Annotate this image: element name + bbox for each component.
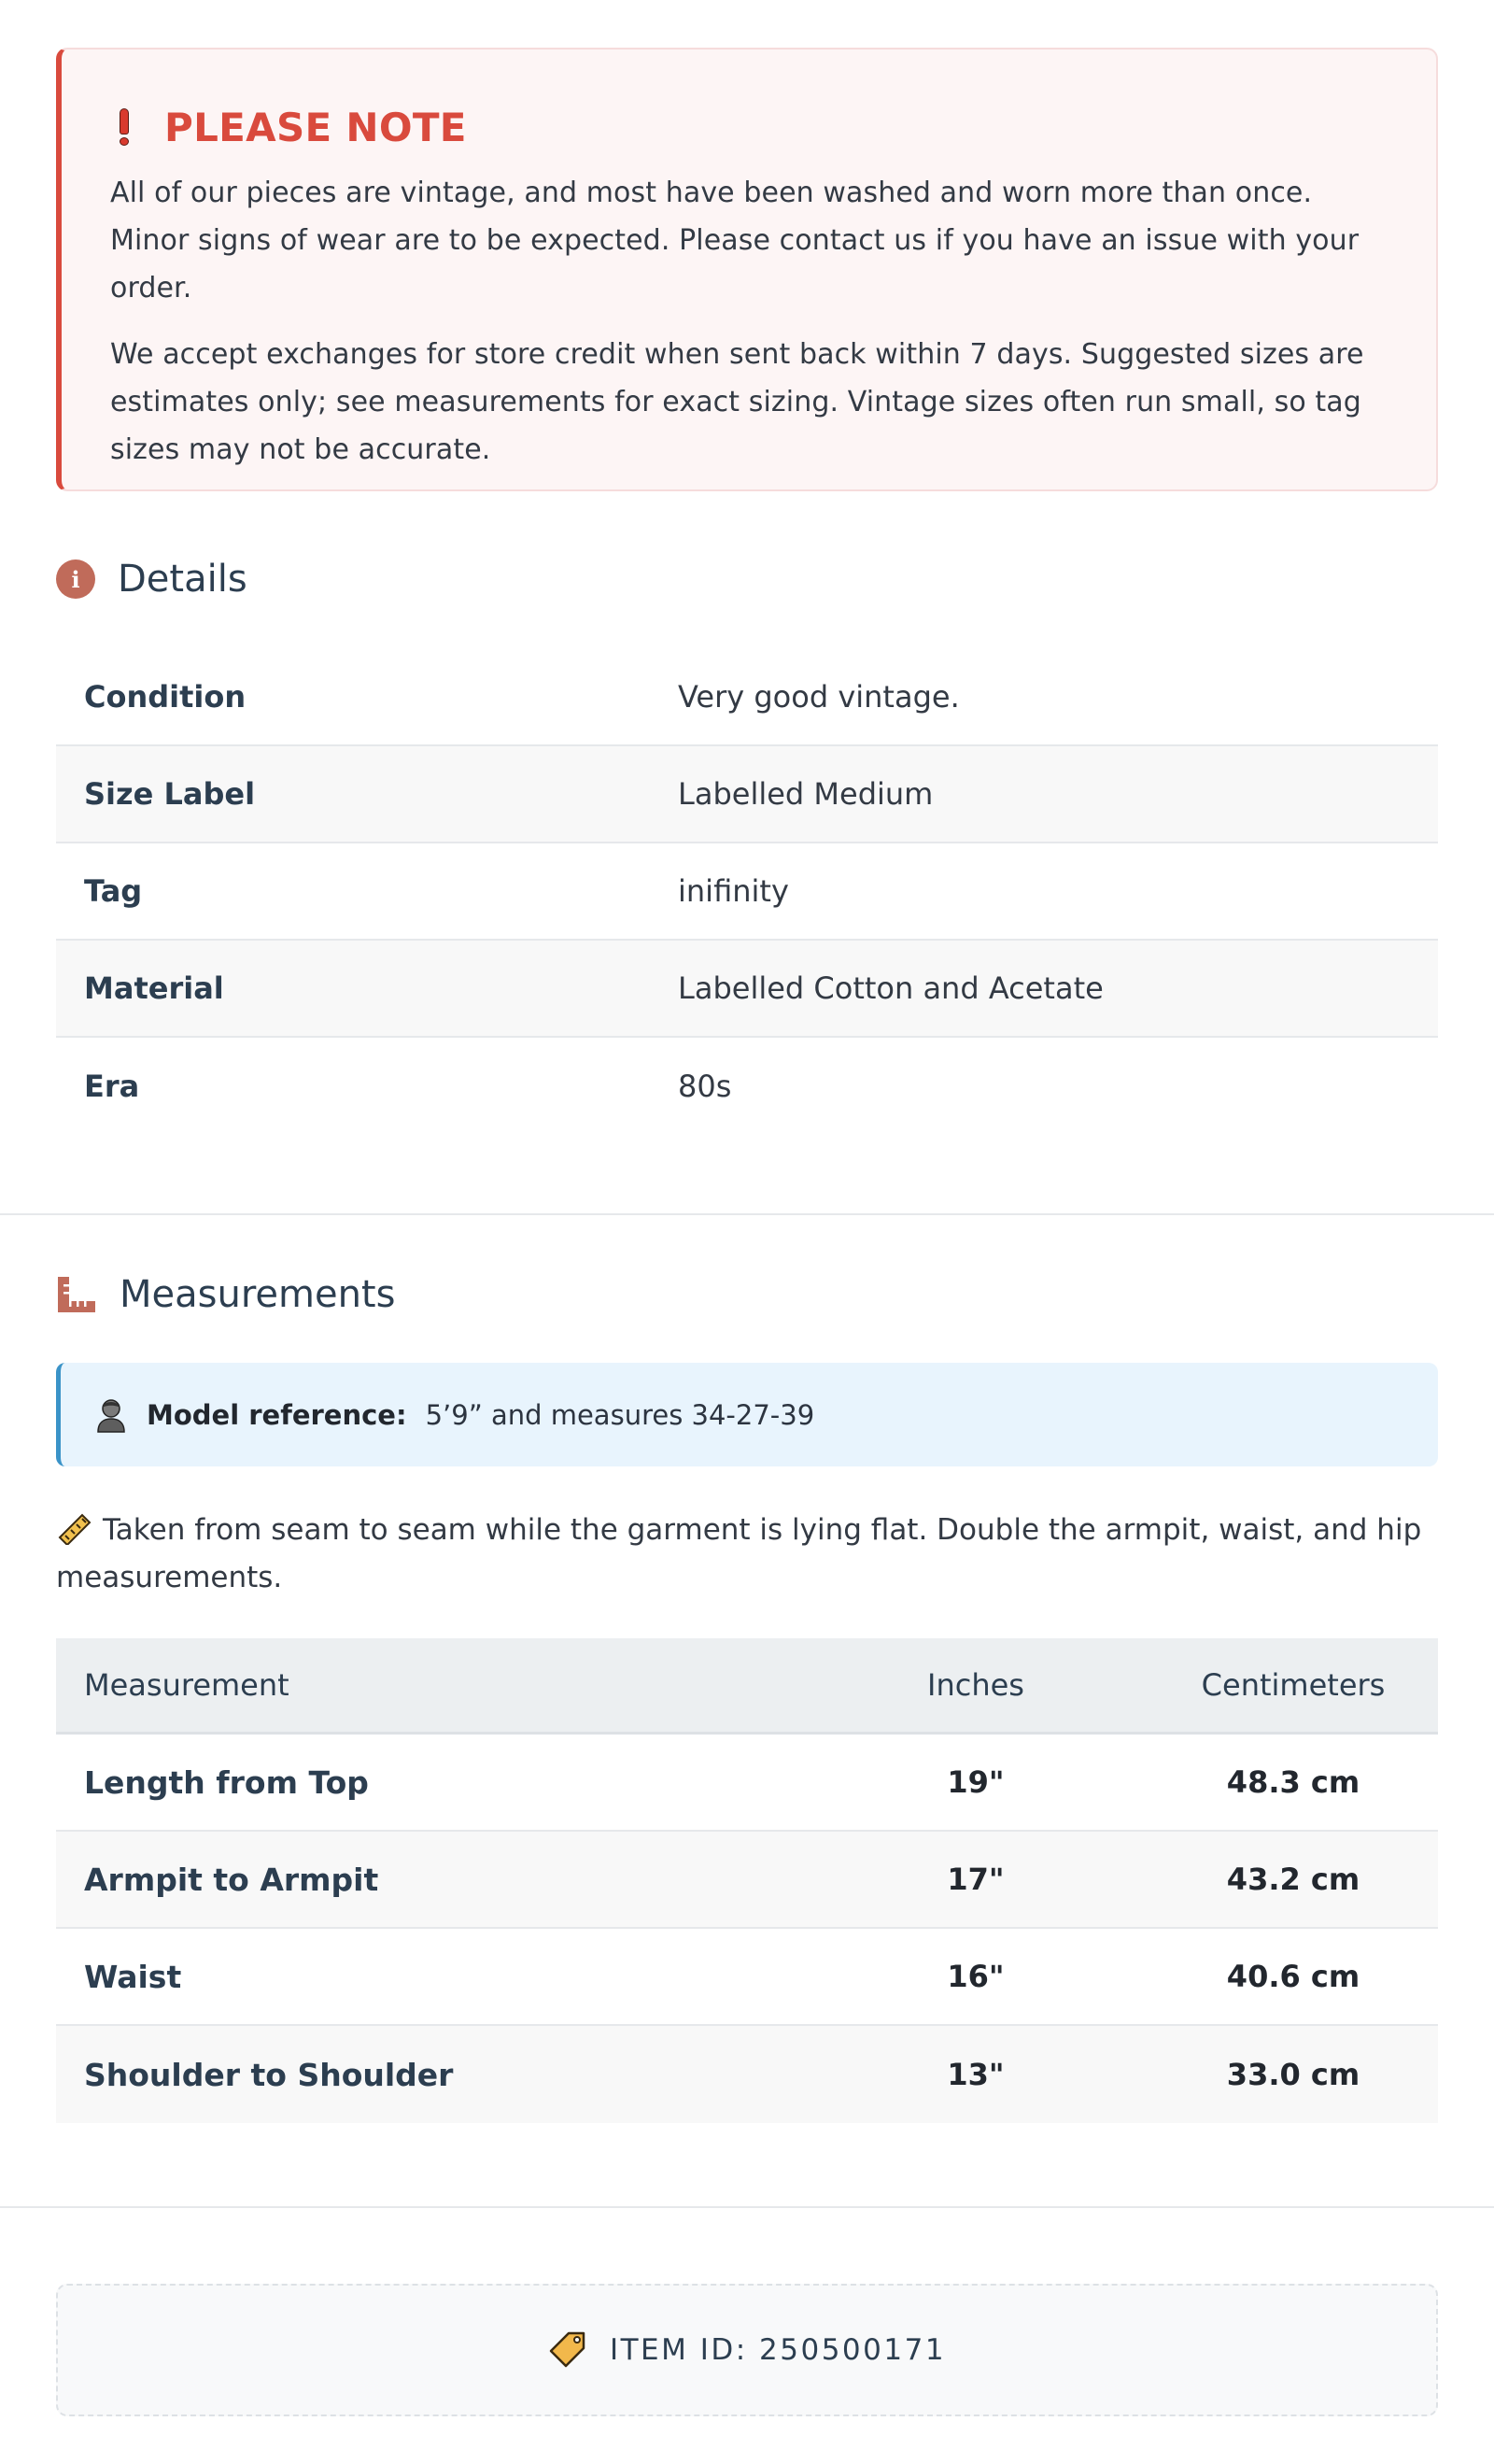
measurements-heading xyxy=(56,1273,395,1316)
notice-box xyxy=(56,48,1438,491)
details-value: inifinity xyxy=(678,873,789,909)
details-table xyxy=(56,649,1438,1135)
exclamation-icon xyxy=(118,108,131,146)
item-id: ITEM ID: 250500171 xyxy=(609,2333,947,2367)
details-title: Details xyxy=(118,558,247,601)
measurement-inches: 19" xyxy=(947,1764,1005,1800)
details-label: Era xyxy=(84,1069,140,1104)
details-label: Material xyxy=(84,970,224,1006)
details-label: Tag xyxy=(84,873,143,909)
section-divider xyxy=(0,1213,1494,1215)
measurement-cm: 48.3 cm xyxy=(1226,1764,1360,1800)
table-header xyxy=(56,1638,1438,1735)
tag-icon xyxy=(548,2330,587,2370)
table-row xyxy=(56,1929,1438,2026)
notice-paragraph: All of our pieces are vintage, and most have been washed and worn more than once. Minor signs of wear are to be expected. Please contact us if you have an issue with your order. xyxy=(110,177,1360,304)
measurement-instructions xyxy=(56,1507,1438,1602)
section-divider xyxy=(0,2206,1494,2208)
notice-header xyxy=(110,104,1388,150)
measurement-name: Shoulder to Shoulder xyxy=(84,2056,454,2093)
measurement-cm: 40.6 cm xyxy=(1226,1959,1360,1994)
details-label: Condition xyxy=(84,679,247,715)
pencil-ruler-icon xyxy=(56,1511,93,1545)
column-header: Inches xyxy=(927,1667,1024,1703)
model-reference-label: Model reference: xyxy=(147,1398,407,1431)
measurement-name: Waist xyxy=(84,1958,182,1995)
notice-title: PLEASE NOTE xyxy=(164,104,467,150)
item-id-box xyxy=(56,2284,1438,2416)
details-value: Labelled Cotton and Acetate xyxy=(678,970,1104,1006)
model-reference-box xyxy=(56,1363,1438,1466)
instructions-text: Taken from seam to seam while the garment is lying flat. Double the armpit, waist, and hip measurements. xyxy=(56,1513,1422,1594)
details-value: Labelled Medium xyxy=(678,776,934,812)
table-row xyxy=(56,2026,1438,2123)
person-icon xyxy=(94,1397,128,1433)
info-icon: i xyxy=(56,559,95,599)
column-header: Measurement xyxy=(84,1667,289,1703)
measurement-name: Length from Top xyxy=(84,1763,369,1801)
measurements-title: Measurements xyxy=(120,1273,396,1316)
table-row xyxy=(56,1832,1438,1929)
measurements-table xyxy=(56,1638,1438,2123)
details-row xyxy=(56,746,1438,843)
details-heading xyxy=(56,558,247,601)
measurement-inches: 16" xyxy=(947,1959,1005,1994)
table-row xyxy=(56,1735,1438,1832)
ruler-icon xyxy=(56,1275,97,1314)
model-reference-value: 5’9” and measures 34-27-39 xyxy=(425,1398,815,1431)
details-row xyxy=(56,1038,1438,1135)
details-value: 80s xyxy=(678,1069,732,1104)
measurement-cm: 33.0 cm xyxy=(1226,2057,1360,2092)
notice-paragraph: We accept exchanges for store credit when sent back within 7 days. Suggested sizes are estimates only; see measurements for exact sizing. Vintage sizes often run small, so tag sizes may not be accurate. xyxy=(110,338,1364,466)
details-row xyxy=(56,649,1438,746)
details-row xyxy=(56,843,1438,941)
measurement-inches: 17" xyxy=(947,1862,1005,1897)
measurement-cm: 43.2 cm xyxy=(1226,1862,1360,1897)
details-value: Very good vintage. xyxy=(678,679,960,715)
details-row xyxy=(56,941,1438,1038)
column-header: Centimeters xyxy=(1201,1667,1386,1703)
measurement-inches: 13" xyxy=(947,2057,1005,2092)
details-label: Size Label xyxy=(84,776,256,812)
measurement-name: Armpit to Armpit xyxy=(84,1861,379,1898)
